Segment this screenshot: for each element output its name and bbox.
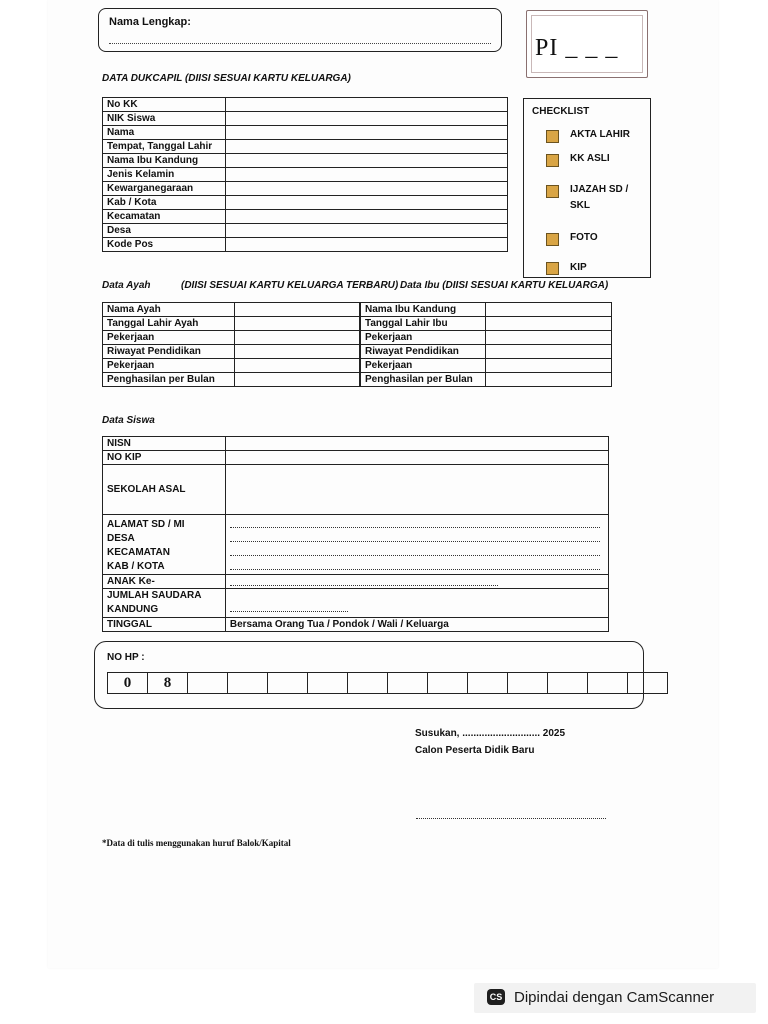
ibu-section-title: Data Ibu (DIISI SESUAI KARTU KELUARGA) xyxy=(400,280,609,291)
pi-code-box xyxy=(526,10,648,78)
ibu-row-label: Tanggal Lahir Ibu xyxy=(360,317,486,331)
no-kip-label: NO KIP xyxy=(103,451,226,465)
ayah-row-input[interactable] xyxy=(234,373,360,387)
dukcapil-row xyxy=(103,168,508,182)
dukcapil-row-input[interactable] xyxy=(226,168,508,182)
siswa-section-title: Data Siswa xyxy=(102,415,155,426)
dukcapil-row-input[interactable] xyxy=(226,196,508,210)
siswa-row-tinggal xyxy=(103,618,609,632)
checklist-item-kk-asli: KK ASLI xyxy=(570,153,610,164)
ibu-row-input[interactable] xyxy=(486,331,612,345)
signature-place-date: Susukan, ............................ 2025 xyxy=(415,728,566,739)
dukcapil-row-input[interactable] xyxy=(226,224,508,238)
siswa-row-alamat xyxy=(103,515,609,575)
dukcapil-row-input[interactable] xyxy=(226,154,508,168)
ibu-row-label: Pekerjaan xyxy=(360,359,486,373)
dukcapil-row-label: Kode Pos xyxy=(103,238,226,252)
dukcapil-row-label: Desa xyxy=(103,224,226,238)
footer-note: *Data di tulis menggunakan huruf Balok/Kapital xyxy=(102,838,291,848)
kip-checkbox[interactable] xyxy=(546,262,559,275)
phone-digit-cell[interactable]: 0 xyxy=(108,673,148,693)
dukcapil-row-label: Kecamatan xyxy=(103,210,226,224)
phone-digit-row xyxy=(107,672,668,694)
dukcapil-row-input[interactable] xyxy=(226,140,508,154)
dukcapil-row xyxy=(103,238,508,252)
nisn-input[interactable] xyxy=(225,437,608,451)
desa-line xyxy=(230,541,600,542)
checklist-item-kip: KIP xyxy=(570,262,587,273)
signature-line[interactable] xyxy=(416,818,606,819)
ayah-row-label: Pekerjaan xyxy=(103,331,235,345)
parents-row xyxy=(103,345,612,359)
camscanner-logo-icon: CS xyxy=(487,989,505,1005)
dukcapil-row xyxy=(103,112,508,126)
phone-digit-cell[interactable] xyxy=(348,673,388,693)
ayah-row-label: Riwayat Pendidikan xyxy=(103,345,235,359)
ayah-row-input[interactable] xyxy=(234,331,360,345)
alamat-inputs[interactable] xyxy=(225,515,608,575)
dukcapil-row xyxy=(103,98,508,112)
kab-kota-line xyxy=(230,569,600,570)
alamat-labels xyxy=(103,515,226,575)
siswa-row-anak-ke xyxy=(103,575,609,589)
tinggal-label: TINGGAL xyxy=(103,618,226,632)
ibu-row-input[interactable] xyxy=(486,345,612,359)
phone-digit-cell[interactable] xyxy=(228,673,268,693)
signature-role: Calon Peserta Didik Baru xyxy=(415,745,535,756)
ibu-row-input[interactable] xyxy=(486,303,612,317)
dukcapil-row-input[interactable] xyxy=(226,98,508,112)
full-name-box[interactable] xyxy=(98,8,502,52)
ayah-row-label: Nama Ayah xyxy=(103,303,235,317)
phone-digit-cell[interactable] xyxy=(268,673,308,693)
dukcapil-row xyxy=(103,210,508,224)
dukcapil-row-label: Tempat, Tanggal Lahir xyxy=(103,140,226,154)
parents-row xyxy=(103,359,612,373)
siswa-row-nisn xyxy=(103,437,609,451)
dukcapil-row-label: Jenis Kelamin xyxy=(103,168,226,182)
ayah-section-title: Data Ayah xyxy=(102,280,151,291)
phone-digit-cell[interactable] xyxy=(428,673,468,693)
siswa-table xyxy=(102,436,609,632)
alamat-sd-line xyxy=(230,527,600,528)
checklist-item-akta-lahir: AKTA LAHIR xyxy=(570,129,630,140)
phone-digit-cell[interactable] xyxy=(628,673,667,693)
anak-ke-label: ANAK Ke- xyxy=(103,575,226,589)
dukcapil-row xyxy=(103,196,508,210)
phone-digit-cell[interactable] xyxy=(508,673,548,693)
dukcapil-row-input[interactable] xyxy=(226,182,508,196)
sekolah-asal-label: SEKOLAH ASAL xyxy=(103,465,226,515)
kab-kota-label: KAB / KOTA xyxy=(107,561,165,572)
phone-digit-cell[interactable]: 8 xyxy=(148,673,188,693)
camscanner-watermark xyxy=(474,983,756,1013)
full-name-label: Nama Lengkap: xyxy=(109,16,191,28)
phone-digit-cell[interactable] xyxy=(308,673,348,693)
dukcapil-row xyxy=(103,126,508,140)
dukcapil-table xyxy=(102,97,508,252)
phone-label: NO HP : xyxy=(107,652,145,663)
ibu-row-input[interactable] xyxy=(486,373,612,387)
ibu-row-label: Pekerjaan xyxy=(360,331,486,345)
dukcapil-row xyxy=(103,140,508,154)
ayah-section-note: (DIISI SESUAI KARTU KELUARGA TERBARU) xyxy=(181,280,399,291)
jumlah-saudara-labels xyxy=(103,589,226,618)
kecamatan-line xyxy=(230,555,600,556)
checklist-item-ijazah: IJAZAH SD / xyxy=(570,184,629,195)
dukcapil-row-label: Nama Ibu Kandung xyxy=(103,154,226,168)
sekolah-asal-input[interactable] xyxy=(225,465,608,515)
parents-row xyxy=(103,373,612,387)
dukcapil-row xyxy=(103,154,508,168)
siswa-row-sekolah-asal xyxy=(103,465,609,515)
ayah-row-input[interactable] xyxy=(234,345,360,359)
akta-lahir-checkbox[interactable] xyxy=(546,130,559,143)
foto-checkbox[interactable] xyxy=(546,233,559,246)
dukcapil-row-label: Kab / Kota xyxy=(103,196,226,210)
alamat-sd-label: ALAMAT SD / MI xyxy=(107,519,185,530)
dukcapil-row-label: NIK Siswa xyxy=(103,112,226,126)
parents-table xyxy=(102,302,612,387)
ayah-row-label: Penghasilan per Bulan xyxy=(103,373,235,387)
dukcapil-row-input[interactable] xyxy=(226,210,508,224)
jumlah-saudara-input[interactable] xyxy=(225,589,608,618)
nisn-label: NISN xyxy=(103,437,226,451)
desa-label: DESA xyxy=(107,533,135,544)
dukcapil-row-label: No KK xyxy=(103,98,226,112)
phone-digit-cell[interactable] xyxy=(188,673,228,693)
siswa-row-jumlah-saudara xyxy=(103,589,609,618)
document-checklist xyxy=(523,98,651,278)
kk-asli-checkbox[interactable] xyxy=(546,154,559,167)
tinggal-options[interactable]: Bersama Orang Tua / Pondok / Wali / Keluarga xyxy=(225,618,608,632)
dukcapil-row-label: Nama xyxy=(103,126,226,140)
phone-digit-cell[interactable] xyxy=(548,673,588,693)
parents-row xyxy=(103,303,612,317)
anak-ke-line xyxy=(230,585,498,586)
ibu-row-label: Nama Ibu Kandung xyxy=(360,303,486,317)
dukcapil-row-input[interactable] xyxy=(226,238,508,252)
pi-code: PI _ _ _ xyxy=(535,35,619,61)
kecamatan-label: KECAMATAN xyxy=(107,547,170,558)
dukcapil-row-label: Kewarganegaraan xyxy=(103,182,226,196)
checklist-item-foto: FOTO xyxy=(570,232,598,243)
dukcapil-row-input[interactable] xyxy=(226,112,508,126)
dukcapil-title: DATA DUKCAPIL (DIISI SESUAI KARTU KELUARGA) xyxy=(102,73,351,84)
dukcapil-row-input[interactable] xyxy=(226,126,508,140)
checklist-title: CHECKLIST xyxy=(532,106,590,117)
anak-ke-input[interactable] xyxy=(225,575,608,589)
parents-row xyxy=(103,331,612,345)
ayah-row-label: Tanggal Lahir Ayah xyxy=(103,317,235,331)
ayah-row-input[interactable] xyxy=(234,317,360,331)
dukcapil-row xyxy=(103,182,508,196)
phone-digit-cell[interactable] xyxy=(468,673,508,693)
jumlah-saudara-line xyxy=(230,611,348,612)
jumlah-saudara-label: JUMLAH SAUDARA xyxy=(107,590,202,601)
ijazah-checkbox[interactable] xyxy=(546,185,559,198)
parents-row xyxy=(103,317,612,331)
phone-digit-cell[interactable] xyxy=(388,673,428,693)
ibu-row-label: Riwayat Pendidikan xyxy=(360,345,486,359)
full-name-line xyxy=(109,43,491,44)
checklist-item-skl: SKL xyxy=(570,200,590,211)
phone-digit-cell[interactable] xyxy=(588,673,628,693)
phone-number-box xyxy=(94,641,644,709)
dukcapil-row xyxy=(103,224,508,238)
kandung-label: KANDUNG xyxy=(107,604,159,615)
no-kip-input[interactable] xyxy=(225,451,608,465)
siswa-row-no-kip xyxy=(103,451,609,465)
ayah-row-label: Pekerjaan xyxy=(103,359,235,373)
ibu-row-label: Penghasilan per Bulan xyxy=(360,373,486,387)
ayah-row-input[interactable] xyxy=(234,359,360,373)
camscanner-text: Dipindai dengan CamScanner xyxy=(514,989,715,1006)
ibu-row-input[interactable] xyxy=(486,317,612,331)
ayah-row-input[interactable] xyxy=(234,303,360,317)
ibu-row-input[interactable] xyxy=(486,359,612,373)
